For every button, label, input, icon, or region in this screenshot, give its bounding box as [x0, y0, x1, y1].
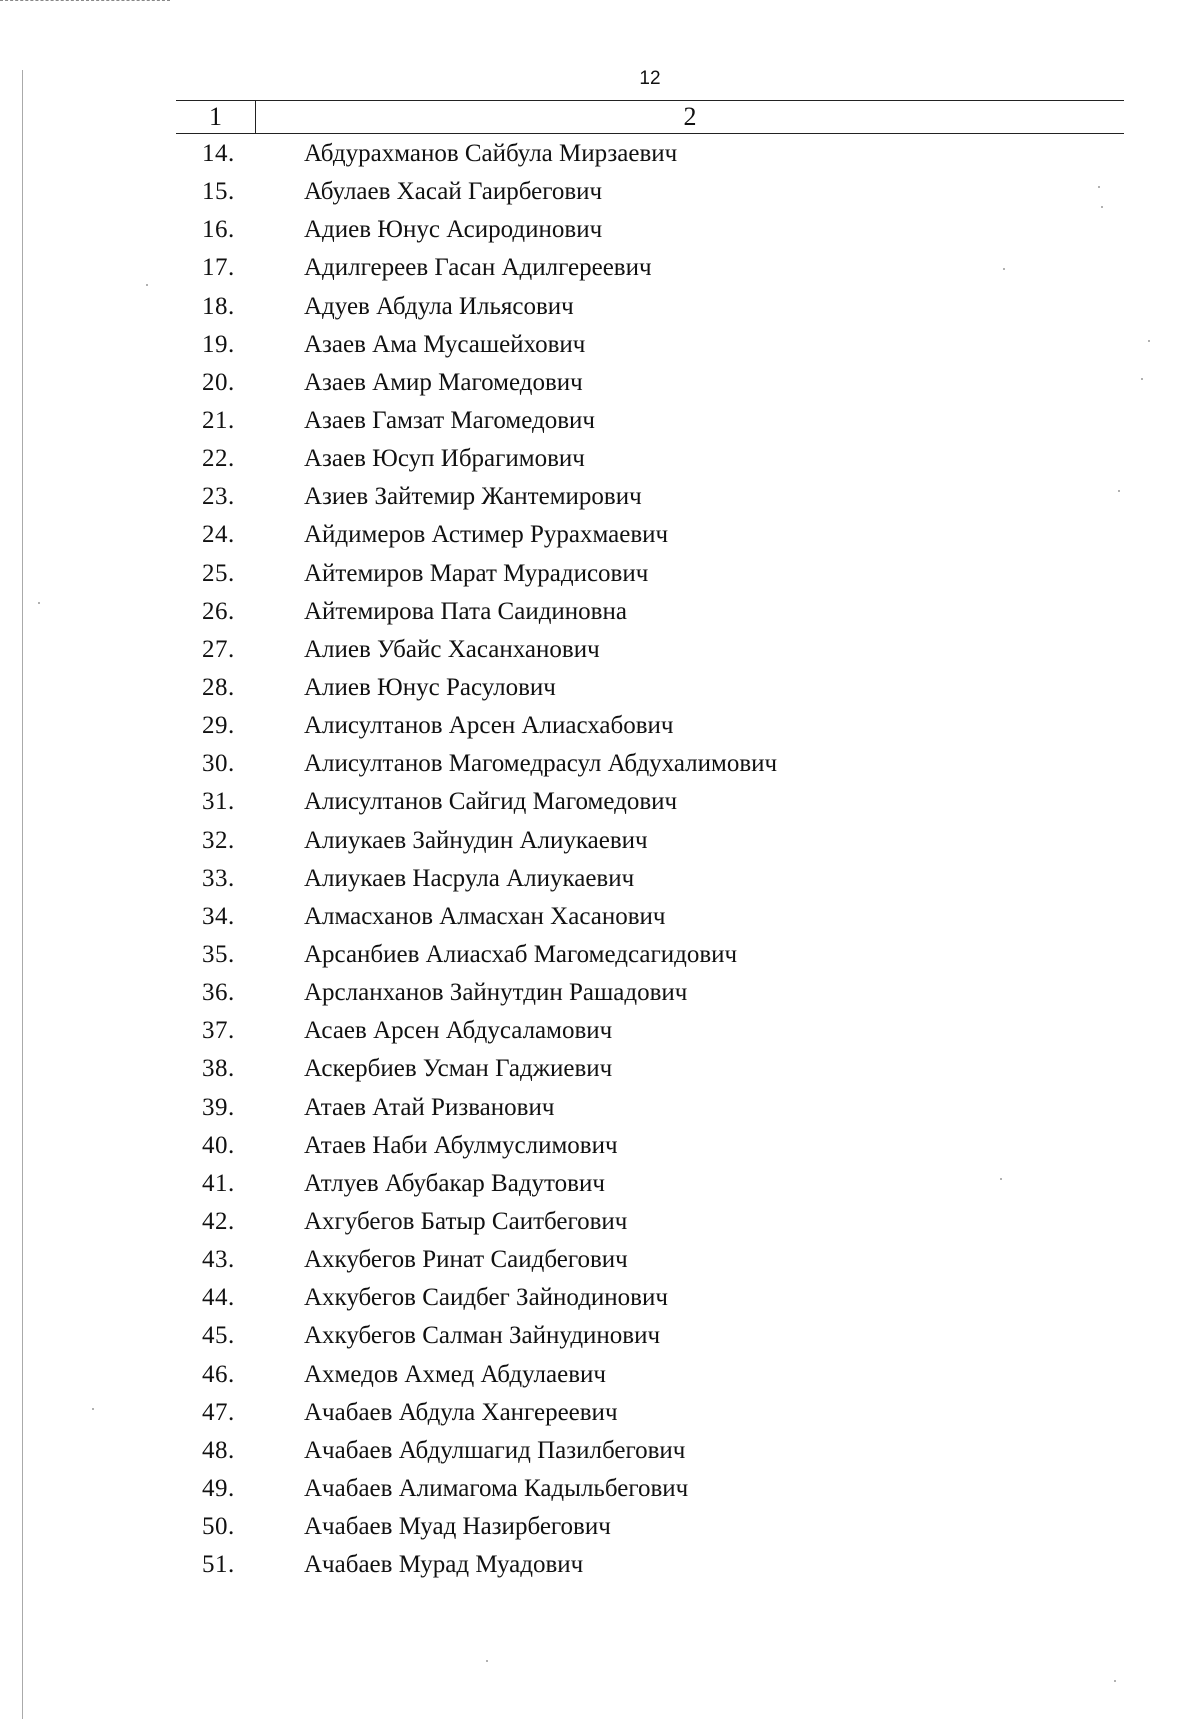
scan-speck: [146, 284, 148, 286]
row-number: 27.: [202, 635, 235, 663]
row-number: 51.: [202, 1551, 235, 1579]
person-name: Алмасханов Алмасхан Хасанович: [304, 902, 666, 930]
table-row: [0, 1089, 1200, 1127]
person-name: Азиев Зайтемир Жантемирович: [304, 483, 642, 511]
table-row: [0, 707, 1200, 745]
person-name: Алисултанов Магомедрасул Абдухалимович: [304, 750, 778, 778]
table-header-bottom-rule: [176, 133, 1124, 134]
table-row: [0, 1165, 1200, 1203]
person-name: Ачабаев Абдулшагид Пазилбегович: [304, 1436, 686, 1464]
scan-speck: [38, 602, 40, 604]
person-name: Арсанбиев Алиасхаб Магомедсагидович: [304, 940, 738, 968]
person-name: Абулаев Хасай Гаирбегович: [304, 178, 603, 206]
row-number: 32.: [202, 826, 235, 854]
scan-corner-mark: [0, 0, 170, 1]
row-number: 47.: [202, 1398, 235, 1426]
scan-speck: [1101, 206, 1103, 208]
row-number: 39.: [202, 1093, 235, 1121]
scan-speck: [1141, 378, 1143, 380]
table-row: [0, 974, 1200, 1012]
table-row: [0, 631, 1200, 669]
table-row: [0, 1241, 1200, 1279]
person-name: Аскербиев Усман Гаджиевич: [304, 1055, 613, 1083]
person-name: Арсланханов Зайнутдин Рашадович: [304, 979, 688, 1007]
table-row: [0, 936, 1200, 974]
scan-speck: [1114, 1680, 1116, 1682]
row-number: 38.: [202, 1055, 235, 1083]
person-name: Алисултанов Арсен Алиасхабович: [304, 712, 674, 740]
person-name: Алиукаев Насрула Алиукаевич: [304, 864, 635, 892]
table-row: [0, 1127, 1200, 1165]
person-name: Ачабаев Мурад Муадович: [304, 1551, 584, 1579]
person-name: Азаев Юсуп Ибрагимович: [304, 445, 585, 473]
table-row: [0, 1394, 1200, 1432]
row-number: 35.: [202, 940, 235, 968]
row-number: 48.: [202, 1436, 235, 1464]
row-number: 17.: [202, 254, 235, 282]
row-number: 41.: [202, 1169, 235, 1197]
row-number: 36.: [202, 979, 235, 1007]
table-row: [0, 516, 1200, 554]
row-number: 20.: [202, 368, 235, 396]
scan-speck: [1098, 186, 1100, 188]
table-row: [0, 783, 1200, 821]
person-name: Айдимеров Астимер Рурахмаевич: [304, 521, 669, 549]
scan-speck: [1148, 340, 1150, 342]
person-name: Ахкубегов Салман Зайнудинович: [304, 1322, 661, 1350]
row-number: 19.: [202, 330, 235, 358]
person-name: Алисултанов Сайгид Магомедович: [304, 788, 678, 816]
row-number: 34.: [202, 902, 235, 930]
column-header-2: 2: [683, 102, 697, 131]
person-name: Атаев Атай Ризванович: [304, 1093, 555, 1121]
table-row: [0, 1050, 1200, 1088]
row-number: 25.: [202, 559, 235, 587]
table-row: [0, 402, 1200, 440]
scan-speck: [1003, 268, 1005, 270]
person-name: Ахмедов Ахмед Абдулаевич: [304, 1360, 606, 1388]
person-name: Ачабаев Алимагома Кадыльбегович: [304, 1474, 689, 1502]
table-row: [0, 1279, 1200, 1317]
row-number: 23.: [202, 483, 235, 511]
row-number: 21.: [202, 406, 235, 434]
person-name: Азаев Гамзат Магомедович: [304, 406, 595, 434]
table-row: [0, 555, 1200, 593]
table-row: [0, 249, 1200, 287]
person-name: Ачабаев Абдула Хангереевич: [304, 1398, 618, 1426]
table-row: [0, 478, 1200, 516]
table-row: [0, 135, 1200, 173]
table-row: [0, 860, 1200, 898]
table-row: [0, 745, 1200, 783]
column-header-1: 1: [209, 102, 222, 131]
table-row: [0, 1203, 1200, 1241]
row-number: 15.: [202, 178, 235, 206]
row-number: 18.: [202, 292, 235, 320]
row-number: 33.: [202, 864, 235, 892]
person-name: Ахгубегов Батыр Саитбегович: [304, 1207, 628, 1235]
row-number: 30.: [202, 750, 235, 778]
row-number: 40.: [202, 1131, 235, 1159]
person-name: Адилгереев Гасан Адилгереевич: [304, 254, 652, 282]
table-row: [0, 1356, 1200, 1394]
scan-speck: [92, 1408, 94, 1410]
name-list: [0, 135, 1200, 1584]
row-number: 49.: [202, 1474, 235, 1502]
person-name: Адиев Юнус Асиродинович: [304, 216, 603, 244]
row-number: 50.: [202, 1513, 235, 1541]
person-name: Айтемирова Пата Саидиновна: [304, 597, 627, 625]
row-number: 16.: [202, 216, 235, 244]
row-number: 31.: [202, 788, 235, 816]
person-name: Адуев Абдула Ильясович: [304, 292, 574, 320]
table-row: [0, 1470, 1200, 1508]
person-name: Азаев Ама Мусашейхович: [304, 330, 586, 358]
table-row: [0, 326, 1200, 364]
person-name: Ачабаев Муад Назирбегович: [304, 1513, 611, 1541]
table-row: [0, 822, 1200, 860]
table-row: [0, 364, 1200, 402]
row-number: 42.: [202, 1207, 235, 1235]
person-name: Ахкубегов Ринат Саидбегович: [304, 1246, 628, 1274]
table-row: [0, 211, 1200, 249]
row-number: 43.: [202, 1246, 235, 1274]
person-name: Ахкубегов Саидбег Зайнодинович: [304, 1284, 668, 1312]
page-number: 12: [639, 68, 661, 89]
table-row: [0, 288, 1200, 326]
table-row: [0, 440, 1200, 478]
table-row: [0, 1012, 1200, 1050]
table-row: [0, 898, 1200, 936]
scan-speck: [1000, 1178, 1002, 1180]
person-name: Асаев Арсен Абдусаламович: [304, 1017, 613, 1045]
table-row: [0, 1508, 1200, 1546]
table-row: [0, 669, 1200, 707]
person-name: Атлуев Абубакар Вадутович: [304, 1169, 605, 1197]
table-row: [0, 593, 1200, 631]
scan-speck: [1118, 490, 1120, 492]
row-number: 29.: [202, 712, 235, 740]
table-row: [0, 1546, 1200, 1584]
person-name: Алиукаев Зайнудин Алиукаевич: [304, 826, 648, 854]
row-number: 14.: [202, 140, 235, 167]
person-name: Айтемиров Марат Мурадисович: [304, 559, 649, 587]
row-number: 45.: [202, 1322, 235, 1350]
row-number: 44.: [202, 1284, 235, 1312]
row-number: 22.: [202, 445, 235, 473]
row-number: 37.: [202, 1017, 235, 1045]
person-name: Атаев Наби Абулмуслимович: [304, 1131, 618, 1159]
table-row: [0, 1432, 1200, 1470]
person-name: Азаев Амир Магомедович: [304, 368, 583, 396]
table-row: [0, 1317, 1200, 1355]
scan-speck: [486, 1660, 488, 1662]
person-name: Абдурахманов Сайбула Мирзаевич: [304, 140, 678, 167]
table-row: [0, 173, 1200, 211]
person-name: Алиев Убайс Хасанханович: [304, 635, 600, 663]
row-number: 26.: [202, 597, 235, 625]
row-number: 46.: [202, 1360, 235, 1388]
row-number: 28.: [202, 673, 235, 701]
row-number: 24.: [202, 521, 235, 549]
person-name: Алиев Юнус Расулович: [304, 673, 556, 701]
